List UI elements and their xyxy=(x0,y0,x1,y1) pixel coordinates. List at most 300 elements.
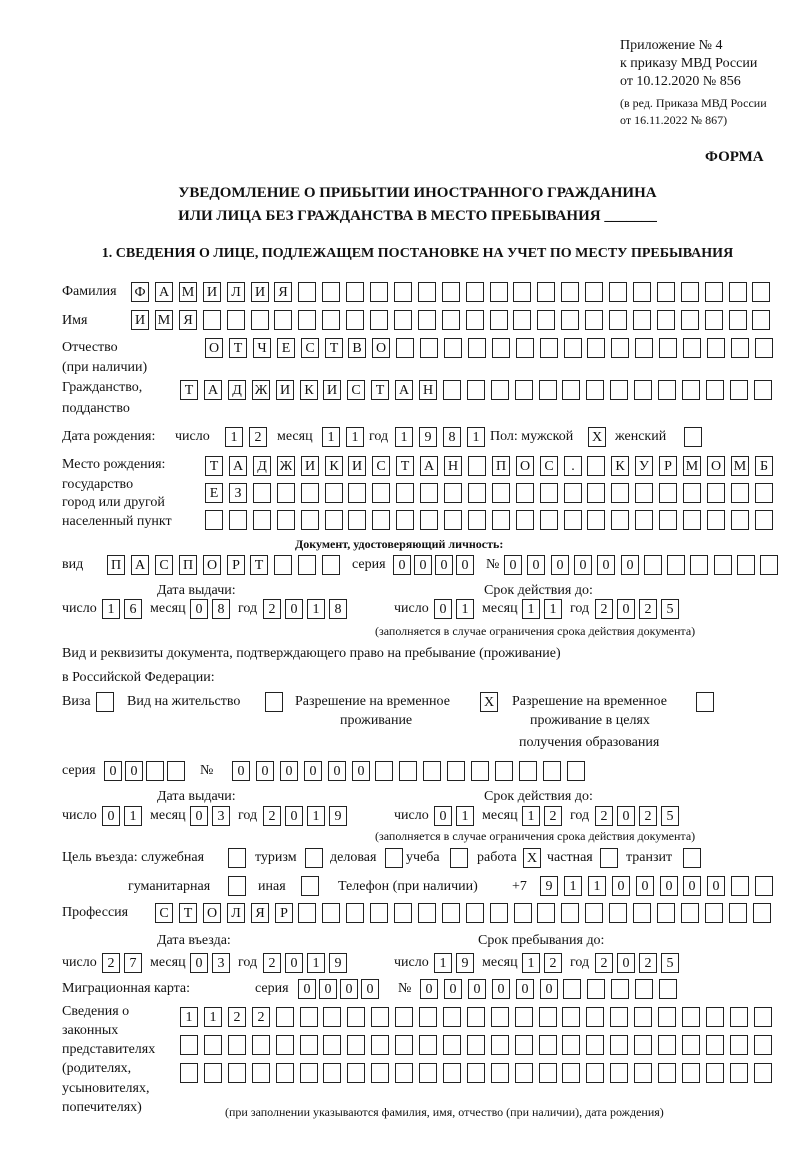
char-cell[interactable] xyxy=(683,338,701,358)
char-cell[interactable] xyxy=(540,510,558,530)
char-cell[interactable] xyxy=(755,338,773,358)
char-cell[interactable]: 0 xyxy=(352,761,370,781)
char-cell[interactable] xyxy=(609,282,627,302)
char-cell[interactable] xyxy=(730,1063,748,1083)
char-cell[interactable] xyxy=(372,483,390,503)
char-cell[interactable] xyxy=(731,510,749,530)
char-cell[interactable] xyxy=(610,1063,628,1083)
char-cell[interactable]: К xyxy=(611,456,629,476)
char-cell[interactable]: 2 xyxy=(595,953,613,973)
checkbox[interactable] xyxy=(600,848,618,868)
char-cell[interactable]: И xyxy=(276,380,294,400)
char-cell[interactable] xyxy=(563,979,581,999)
char-cell[interactable] xyxy=(442,282,460,302)
char-cell[interactable]: 2 xyxy=(639,953,657,973)
char-cell[interactable] xyxy=(681,310,699,330)
char-cell[interactable]: Я xyxy=(179,310,197,330)
char-cell[interactable]: 7 xyxy=(124,953,142,973)
char-cell[interactable] xyxy=(707,338,725,358)
char-cell[interactable]: 0 xyxy=(456,555,474,575)
char-cell[interactable] xyxy=(611,979,629,999)
char-cell[interactable] xyxy=(609,310,627,330)
char-cell[interactable]: О xyxy=(203,903,221,923)
char-cell[interactable]: 1 xyxy=(225,427,243,447)
char-cell[interactable]: 0 xyxy=(256,761,274,781)
char-cell[interactable] xyxy=(229,510,247,530)
char-cell[interactable]: 0 xyxy=(361,979,379,999)
char-cell[interactable] xyxy=(443,1035,461,1055)
char-cell[interactable] xyxy=(394,310,412,330)
char-cell[interactable] xyxy=(228,1063,246,1083)
char-cell[interactable]: Л xyxy=(227,282,245,302)
char-cell[interactable] xyxy=(298,282,316,302)
char-cell[interactable] xyxy=(755,876,773,896)
char-cell[interactable]: 1 xyxy=(102,599,120,619)
char-cell[interactable] xyxy=(276,1007,294,1027)
char-cell[interactable] xyxy=(752,310,770,330)
char-cell[interactable] xyxy=(729,310,747,330)
char-cell[interactable] xyxy=(714,555,732,575)
char-cell[interactable] xyxy=(586,1063,604,1083)
char-cell[interactable] xyxy=(325,510,343,530)
char-cell[interactable] xyxy=(586,1007,604,1027)
char-cell[interactable]: 0 xyxy=(468,979,486,999)
char-cell[interactable]: 0 xyxy=(617,806,635,826)
char-cell[interactable] xyxy=(543,761,561,781)
char-cell[interactable]: 0 xyxy=(444,979,462,999)
char-cell[interactable] xyxy=(347,1063,365,1083)
char-cell[interactable] xyxy=(490,310,508,330)
char-cell[interactable]: Р xyxy=(659,456,677,476)
char-cell[interactable]: 0 xyxy=(636,876,654,896)
checkbox[interactable]: X xyxy=(480,692,498,712)
char-cell[interactable]: И xyxy=(203,282,221,302)
char-cell[interactable] xyxy=(371,1007,389,1027)
char-cell[interactable] xyxy=(634,1007,652,1027)
char-cell[interactable]: 0 xyxy=(516,979,534,999)
char-cell[interactable] xyxy=(731,338,749,358)
char-cell[interactable] xyxy=(146,761,164,781)
char-cell[interactable]: 1 xyxy=(564,876,582,896)
char-cell[interactable] xyxy=(491,1007,509,1027)
char-cell[interactable]: А xyxy=(420,456,438,476)
char-cell[interactable]: 0 xyxy=(420,979,438,999)
char-cell[interactable]: 1 xyxy=(307,599,325,619)
char-cell[interactable] xyxy=(658,380,676,400)
char-cell[interactable] xyxy=(468,483,486,503)
char-cell[interactable]: Т xyxy=(325,338,343,358)
char-cell[interactable] xyxy=(610,380,628,400)
char-cell[interactable]: 0 xyxy=(102,806,120,826)
char-cell[interactable] xyxy=(394,903,412,923)
char-cell[interactable] xyxy=(347,1007,365,1027)
checkbox[interactable] xyxy=(301,876,319,896)
char-cell[interactable] xyxy=(682,380,700,400)
char-cell[interactable]: Ж xyxy=(252,380,270,400)
char-cell[interactable]: . xyxy=(564,456,582,476)
char-cell[interactable]: Н xyxy=(419,380,437,400)
char-cell[interactable] xyxy=(755,510,773,530)
char-cell[interactable]: 5 xyxy=(661,806,679,826)
char-cell[interactable]: 2 xyxy=(544,806,562,826)
char-cell[interactable] xyxy=(471,761,489,781)
char-cell[interactable] xyxy=(467,380,485,400)
char-cell[interactable]: 9 xyxy=(329,953,347,973)
char-cell[interactable] xyxy=(322,903,340,923)
char-cell[interactable] xyxy=(495,761,513,781)
char-cell[interactable] xyxy=(492,483,510,503)
char-cell[interactable]: И xyxy=(301,456,319,476)
char-cell[interactable] xyxy=(300,1007,318,1027)
char-cell[interactable]: 0 xyxy=(612,876,630,896)
char-cell[interactable] xyxy=(420,483,438,503)
char-cell[interactable]: 5 xyxy=(661,599,679,619)
char-cell[interactable]: В xyxy=(348,338,366,358)
char-cell[interactable]: 0 xyxy=(414,555,432,575)
char-cell[interactable]: Н xyxy=(444,456,462,476)
char-cell[interactable]: 2 xyxy=(544,953,562,973)
char-cell[interactable] xyxy=(537,903,555,923)
char-cell[interactable] xyxy=(298,903,316,923)
char-cell[interactable] xyxy=(562,1007,580,1027)
char-cell[interactable] xyxy=(516,483,534,503)
char-cell[interactable]: 0 xyxy=(435,555,453,575)
checkbox[interactable] xyxy=(265,692,283,712)
char-cell[interactable]: О xyxy=(372,338,390,358)
char-cell[interactable]: О xyxy=(205,338,223,358)
char-cell[interactable] xyxy=(682,1007,700,1027)
char-cell[interactable]: И xyxy=(348,456,366,476)
char-cell[interactable] xyxy=(587,979,605,999)
char-cell[interactable] xyxy=(659,483,677,503)
char-cell[interactable] xyxy=(418,282,436,302)
char-cell[interactable]: 1 xyxy=(307,806,325,826)
char-cell[interactable] xyxy=(325,483,343,503)
char-cell[interactable]: 0 xyxy=(574,555,592,575)
char-cell[interactable] xyxy=(419,1007,437,1027)
char-cell[interactable]: 0 xyxy=(707,876,725,896)
checkbox[interactable] xyxy=(228,876,246,896)
char-cell[interactable] xyxy=(760,555,778,575)
char-cell[interactable]: 1 xyxy=(467,427,485,447)
char-cell[interactable] xyxy=(587,338,605,358)
char-cell[interactable] xyxy=(706,380,724,400)
checkbox[interactable]: X xyxy=(588,427,606,447)
char-cell[interactable] xyxy=(516,338,534,358)
char-cell[interactable]: 1 xyxy=(322,427,340,447)
char-cell[interactable] xyxy=(610,1007,628,1027)
checkbox[interactable] xyxy=(450,848,468,868)
char-cell[interactable] xyxy=(346,282,364,302)
char-cell[interactable] xyxy=(466,310,484,330)
char-cell[interactable]: 1 xyxy=(522,953,540,973)
char-cell[interactable] xyxy=(468,510,486,530)
char-cell[interactable] xyxy=(419,1063,437,1083)
char-cell[interactable] xyxy=(420,338,438,358)
char-cell[interactable] xyxy=(539,1063,557,1083)
char-cell[interactable] xyxy=(657,310,675,330)
char-cell[interactable] xyxy=(730,1035,748,1055)
char-cell[interactable]: П xyxy=(492,456,510,476)
checkbox[interactable] xyxy=(305,848,323,868)
char-cell[interactable] xyxy=(322,310,340,330)
char-cell[interactable] xyxy=(644,555,662,575)
char-cell[interactable] xyxy=(587,456,605,476)
char-cell[interactable] xyxy=(633,282,651,302)
char-cell[interactable] xyxy=(371,1063,389,1083)
char-cell[interactable]: 6 xyxy=(124,599,142,619)
char-cell[interactable] xyxy=(491,1035,509,1055)
char-cell[interactable] xyxy=(657,282,675,302)
char-cell[interactable] xyxy=(730,380,748,400)
char-cell[interactable]: А xyxy=(229,456,247,476)
char-cell[interactable] xyxy=(539,1035,557,1055)
char-cell[interactable]: 0 xyxy=(190,599,208,619)
char-cell[interactable] xyxy=(418,310,436,330)
char-cell[interactable] xyxy=(490,282,508,302)
char-cell[interactable]: 0 xyxy=(280,761,298,781)
char-cell[interactable] xyxy=(253,510,271,530)
char-cell[interactable]: Т xyxy=(180,380,198,400)
char-cell[interactable]: 0 xyxy=(540,979,558,999)
char-cell[interactable]: 0 xyxy=(527,555,545,575)
char-cell[interactable]: 1 xyxy=(456,806,474,826)
char-cell[interactable]: 0 xyxy=(285,806,303,826)
char-cell[interactable] xyxy=(395,1035,413,1055)
char-cell[interactable] xyxy=(633,310,651,330)
char-cell[interactable]: 0 xyxy=(304,761,322,781)
char-cell[interactable] xyxy=(492,338,510,358)
char-cell[interactable] xyxy=(683,510,701,530)
char-cell[interactable] xyxy=(731,483,749,503)
char-cell[interactable] xyxy=(274,555,292,575)
char-cell[interactable] xyxy=(180,1035,198,1055)
char-cell[interactable] xyxy=(681,282,699,302)
checkbox[interactable]: X xyxy=(523,848,541,868)
char-cell[interactable] xyxy=(277,510,295,530)
char-cell[interactable]: 1 xyxy=(434,953,452,973)
char-cell[interactable]: 0 xyxy=(393,555,411,575)
char-cell[interactable] xyxy=(611,338,629,358)
char-cell[interactable]: 1 xyxy=(588,876,606,896)
char-cell[interactable]: И xyxy=(323,380,341,400)
char-cell[interactable]: 9 xyxy=(456,953,474,973)
checkbox[interactable] xyxy=(696,692,714,712)
char-cell[interactable]: Д xyxy=(253,456,271,476)
char-cell[interactable]: 0 xyxy=(683,876,701,896)
char-cell[interactable]: 9 xyxy=(419,427,437,447)
checkbox[interactable] xyxy=(684,427,702,447)
char-cell[interactable] xyxy=(443,380,461,400)
char-cell[interactable] xyxy=(323,1035,341,1055)
checkbox[interactable] xyxy=(683,848,701,868)
char-cell[interactable] xyxy=(298,310,316,330)
char-cell[interactable] xyxy=(706,1007,724,1027)
char-cell[interactable]: С xyxy=(540,456,558,476)
char-cell[interactable] xyxy=(587,510,605,530)
checkbox[interactable] xyxy=(228,848,246,868)
char-cell[interactable] xyxy=(423,761,441,781)
char-cell[interactable] xyxy=(706,1035,724,1055)
char-cell[interactable]: Ч xyxy=(253,338,271,358)
char-cell[interactable] xyxy=(228,1035,246,1055)
char-cell[interactable] xyxy=(443,1007,461,1027)
char-cell[interactable] xyxy=(322,282,340,302)
char-cell[interactable] xyxy=(730,1007,748,1027)
char-cell[interactable] xyxy=(252,1063,270,1083)
char-cell[interactable] xyxy=(491,1063,509,1083)
char-cell[interactable] xyxy=(610,1035,628,1055)
char-cell[interactable]: О xyxy=(707,456,725,476)
char-cell[interactable] xyxy=(753,903,771,923)
char-cell[interactable]: 0 xyxy=(328,761,346,781)
char-cell[interactable] xyxy=(276,1035,294,1055)
char-cell[interactable] xyxy=(519,761,537,781)
char-cell[interactable]: Б xyxy=(755,456,773,476)
char-cell[interactable]: 2 xyxy=(639,599,657,619)
char-cell[interactable] xyxy=(561,310,579,330)
char-cell[interactable] xyxy=(562,1063,580,1083)
char-cell[interactable] xyxy=(396,510,414,530)
char-cell[interactable] xyxy=(707,483,725,503)
char-cell[interactable] xyxy=(681,903,699,923)
char-cell[interactable]: М xyxy=(683,456,701,476)
char-cell[interactable] xyxy=(514,903,532,923)
char-cell[interactable]: Т xyxy=(205,456,223,476)
char-cell[interactable] xyxy=(754,1035,772,1055)
char-cell[interactable] xyxy=(468,338,486,358)
char-cell[interactable] xyxy=(564,483,582,503)
char-cell[interactable]: 0 xyxy=(434,599,452,619)
char-cell[interactable]: Т xyxy=(179,903,197,923)
char-cell[interactable]: 2 xyxy=(252,1007,270,1027)
char-cell[interactable] xyxy=(635,483,653,503)
char-cell[interactable]: А xyxy=(155,282,173,302)
char-cell[interactable] xyxy=(633,903,651,923)
char-cell[interactable] xyxy=(634,1035,652,1055)
char-cell[interactable]: Ж xyxy=(277,456,295,476)
char-cell[interactable]: А xyxy=(395,380,413,400)
char-cell[interactable]: 0 xyxy=(232,761,250,781)
char-cell[interactable] xyxy=(443,1063,461,1083)
char-cell[interactable] xyxy=(659,510,677,530)
char-cell[interactable] xyxy=(540,338,558,358)
char-cell[interactable]: 2 xyxy=(249,427,267,447)
char-cell[interactable] xyxy=(705,903,723,923)
char-cell[interactable] xyxy=(444,483,462,503)
char-cell[interactable] xyxy=(567,761,585,781)
char-cell[interactable] xyxy=(564,510,582,530)
char-cell[interactable] xyxy=(444,338,462,358)
char-cell[interactable]: 0 xyxy=(285,953,303,973)
char-cell[interactable] xyxy=(394,282,412,302)
char-cell[interactable] xyxy=(396,483,414,503)
char-cell[interactable] xyxy=(562,380,580,400)
char-cell[interactable]: 0 xyxy=(190,953,208,973)
char-cell[interactable] xyxy=(540,483,558,503)
char-cell[interactable]: Т xyxy=(396,456,414,476)
char-cell[interactable] xyxy=(347,1035,365,1055)
char-cell[interactable] xyxy=(442,903,460,923)
char-cell[interactable] xyxy=(609,903,627,923)
char-cell[interactable]: Л xyxy=(227,903,245,923)
char-cell[interactable] xyxy=(420,510,438,530)
char-cell[interactable] xyxy=(346,310,364,330)
char-cell[interactable] xyxy=(515,1007,533,1027)
char-cell[interactable] xyxy=(468,456,486,476)
checkbox[interactable] xyxy=(385,848,403,868)
char-cell[interactable]: 2 xyxy=(263,806,281,826)
char-cell[interactable] xyxy=(658,1007,676,1027)
char-cell[interactable] xyxy=(372,510,390,530)
char-cell[interactable]: П xyxy=(179,555,197,575)
char-cell[interactable]: 9 xyxy=(540,876,558,896)
char-cell[interactable] xyxy=(370,903,388,923)
char-cell[interactable]: 1 xyxy=(395,427,413,447)
char-cell[interactable] xyxy=(298,555,316,575)
char-cell[interactable]: 0 xyxy=(104,761,122,781)
char-cell[interactable] xyxy=(729,903,747,923)
char-cell[interactable] xyxy=(205,510,223,530)
char-cell[interactable] xyxy=(301,510,319,530)
char-cell[interactable] xyxy=(585,903,603,923)
char-cell[interactable] xyxy=(395,1007,413,1027)
char-cell[interactable] xyxy=(635,510,653,530)
char-cell[interactable] xyxy=(587,483,605,503)
char-cell[interactable]: 0 xyxy=(504,555,522,575)
char-cell[interactable] xyxy=(690,555,708,575)
char-cell[interactable] xyxy=(203,310,221,330)
char-cell[interactable]: 0 xyxy=(597,555,615,575)
char-cell[interactable]: Я xyxy=(251,903,269,923)
char-cell[interactable]: 0 xyxy=(492,979,510,999)
char-cell[interactable]: С xyxy=(301,338,319,358)
char-cell[interactable] xyxy=(467,1035,485,1055)
char-cell[interactable]: 3 xyxy=(212,806,230,826)
char-cell[interactable] xyxy=(346,903,364,923)
char-cell[interactable]: Р xyxy=(227,555,245,575)
char-cell[interactable] xyxy=(348,483,366,503)
char-cell[interactable] xyxy=(252,1035,270,1055)
char-cell[interactable] xyxy=(419,1035,437,1055)
char-cell[interactable]: К xyxy=(300,380,318,400)
char-cell[interactable]: 2 xyxy=(595,806,613,826)
char-cell[interactable] xyxy=(586,1035,604,1055)
char-cell[interactable] xyxy=(515,1063,533,1083)
char-cell[interactable] xyxy=(586,380,604,400)
char-cell[interactable] xyxy=(754,1007,772,1027)
char-cell[interactable] xyxy=(585,282,603,302)
char-cell[interactable]: С xyxy=(347,380,365,400)
char-cell[interactable] xyxy=(705,282,723,302)
char-cell[interactable] xyxy=(516,510,534,530)
char-cell[interactable] xyxy=(253,483,271,503)
char-cell[interactable] xyxy=(442,310,460,330)
char-cell[interactable] xyxy=(491,380,509,400)
char-cell[interactable] xyxy=(167,761,185,781)
char-cell[interactable]: 1 xyxy=(346,427,364,447)
char-cell[interactable]: Д xyxy=(228,380,246,400)
char-cell[interactable]: 1 xyxy=(544,599,562,619)
char-cell[interactable]: 0 xyxy=(434,806,452,826)
char-cell[interactable]: С xyxy=(372,456,390,476)
char-cell[interactable]: М xyxy=(155,310,173,330)
char-cell[interactable]: И xyxy=(131,310,149,330)
char-cell[interactable] xyxy=(513,282,531,302)
char-cell[interactable] xyxy=(754,1063,772,1083)
char-cell[interactable] xyxy=(323,1063,341,1083)
char-cell[interactable] xyxy=(561,903,579,923)
